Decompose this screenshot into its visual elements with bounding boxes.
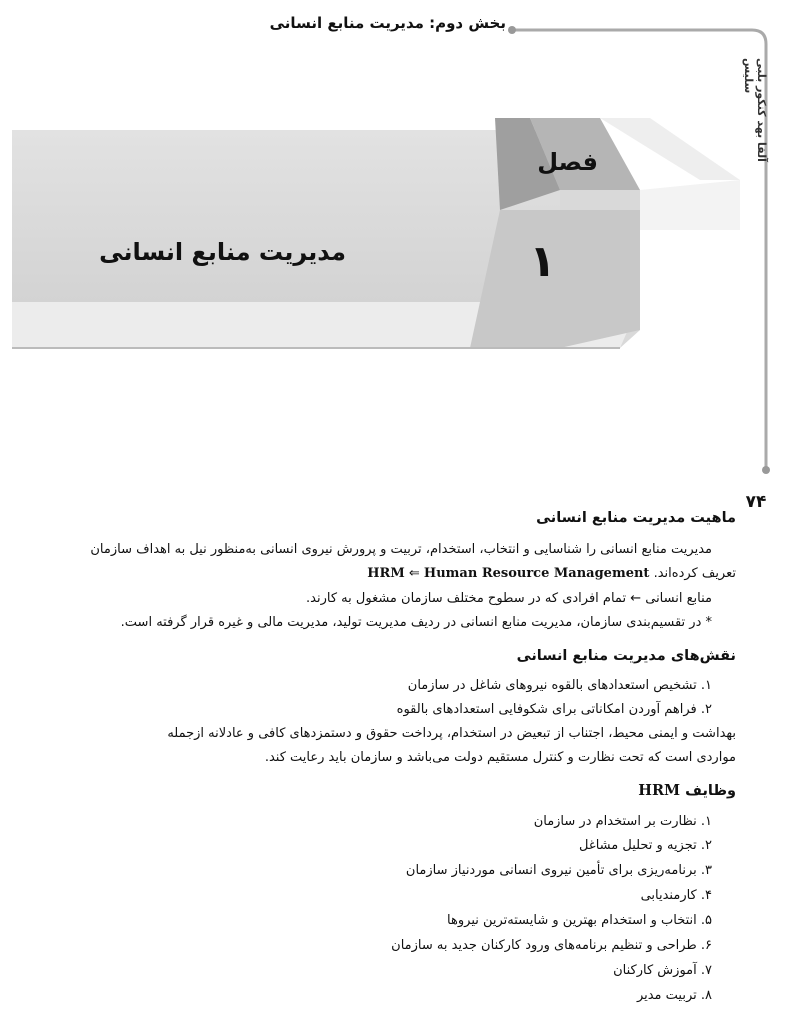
hrm-abbr: HRM [367,566,405,581]
list-item: ۱. نظارت بر استخدام در سازمان [533,814,712,829]
hrm-full-name: Human Resource Management [423,566,650,581]
list-item: ۲. فراهم آوردن امکاناتی برای شکوفایی استعدادهای بالقوه [396,702,712,717]
body-line: منابع انسانی ← تمام افرادی که در سطوح مختلف سازمان مشغول به کارند. [306,591,712,606]
hrm-definition-line [12,562,736,586]
definition-text: تعریف کرده‌اند. [653,566,736,581]
page-number: ۷۴ [745,492,767,512]
note-line: * در تقسیم‌بندی سازمان، مدیریت منابع انسانی در ردیف مدیریت تولید، مدیریت مالی و غیره قرار گرفته است. [120,615,712,630]
section-heading [12,782,736,799]
heading-abbr: HRM [638,782,681,799]
list-item: ۲. تجزیه و تحلیل مشاغل [579,838,712,853]
body-paragraph: مواردی است که تحت نظارت و کنترل مستقیم دولت می‌باشد و سازمان باید رعایت کند. [264,750,736,765]
list-item: ۷. آموزش کارکنان [613,963,712,978]
section-header-title: بخش دوم: مدیریت منابع انسانی [269,14,506,32]
list-item: ۱. تشخیص استعدادهای بالقوه نیروهای شاغل در سازمان [407,678,712,693]
chapter-banner [0,110,740,360]
list-item: ۳. برنامه‌ریزی برای تأمین نیروی انسانی موردنیاز سازمان [405,863,712,878]
section-heading: ماهیت مدیریت منابع انسانی [536,510,736,526]
section-heading: نقش‌های مدیریت منابع انسانی [516,648,736,664]
chapter-title: مدیریت منابع انسانی [99,238,346,266]
body-paragraph: بهداشت و ایمنی محیط، اجتناب از تبعیض در استخدام، پرداخت حقوق و دستمزدهای کافی و عادلانه ازجمله [167,726,736,741]
chapter-label: فصل [537,148,598,176]
heading-text: وظایف [685,783,736,799]
list-item: ۴. کارمندیابی [640,888,712,903]
list-item: ۶. طراحی و تنظیم برنامه‌های ورود کارکنان جدید به سازمان [391,938,712,953]
section-nature [12,510,736,526]
list-item: ۸. تربیت مدیر [636,988,712,1003]
arrow-icon: ⇐ [408,566,420,581]
list-item: ۵. انتخاب و استخدام بهترین و شایسته‌ترین نیروها [447,913,712,928]
chapter-number: ۱ [529,236,556,287]
body-paragraph: مدیریت منابع انسانی را شناسایی و انتخاب، استخدام، تربیت و پرورش نیروی انسانی به‌منظور نیل به اهداف سازمان [90,542,712,557]
side-brand-label: آلفا بهد کنکور بلبی سلیس [742,58,768,162]
